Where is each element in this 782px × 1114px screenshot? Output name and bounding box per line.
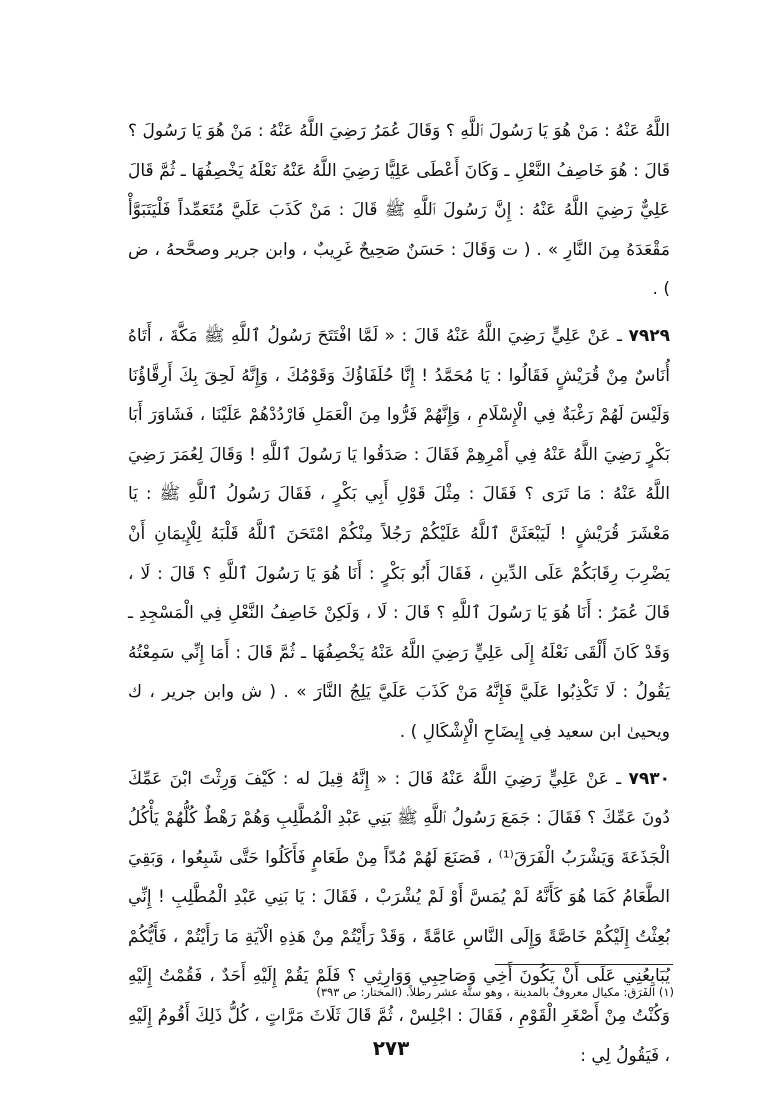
hadith-7929	[128, 317, 670, 753]
hadith-number: ٧٩٢٩	[628, 325, 670, 346]
hadith-number: ٧٩٣٠	[628, 768, 670, 789]
footnote: (١) الفَرَق: مكيال معروفٌ بالمدينة ، وهو ستَّة عشر رطلاً. (المختار: ص ٣٩٣)	[316, 985, 674, 999]
paragraph-continuation	[128, 112, 670, 310]
hadith-7930	[128, 760, 670, 1077]
page-number: ٢٧٣	[372, 1036, 410, 1060]
paragraph-text: ـ عَنْ عَلِيٍّ رَضِيَ اللَّهُ عَنْهُ قَالَ : « لَمَّا افْتَتَحَ رَسُولُ ٱللَّهِ ﷺ مَكَّةَ ، أَتَاهُ أُنَاسٌ مِنْ قُرَيْشٍ فَقَالُوا : يَا مُحَمَّدُ ! إِنَّا حُلَفَاؤُكَ وَقَوْمُكَ ، وَإِنَّهُ لَحِقَ بِكَ أَرِقَّاؤُنَا وَلَيْسَ لَهُمْ رَغْبَةٌ فِي الْإِسْلَامِ ، وَإِنَّهُمْ فَرُّوا مِنَ الْعَمَلِ فَارْدُدْهُمْ عَلَيْنَا ، فَشَاوَرَ أَبَا بَكْرٍ رَضِيَ اللَّهُ عَنْهُ فِي أَمْرِهِمْ فَقَالَ : صَدَقُوا يَا رَسُولَ ٱللَّهِ ! وَقَالَ لِعُمَرَ رَضِيَ اللَّهُ عَنْهُ : مَا تَرَى ؟ فَقَالَ : مِثْلَ قَوْلِ أَبِي بَكْرٍ ، فَقَالَ رَسُولُ ٱللَّهِ ﷺ : يَا مَعْشَرَ قُرَيْشٍ ! لَيَبْعَثَنَّ ٱللَّهُ عَلَيْكُمْ رَجُلاً مِنْكُمْ امْتَحَنَ ٱللَّهُ قَلْبَهُ لِلْإِيمَانِ أَنْ يَضْرِبَ رِقَابَكُمْ عَلَى الدِّينِ ، فَقَالَ أَبُو بَكْرٍ : أَنَا هُوَ يَا رَسُولَ ٱللَّهِ ؟ قَالَ : لَا ، قَالَ عُمَرُ : أَنَا هُوَ يَا رَسُولَ ٱللَّهِ ؟ قَالَ : لَا ، وَلَكِنْ خَاصِفُ النَّعْلِ فِي الْمَسْجِدِ ـ وَقَدْ كَانَ أَلْقَى نَعْلَهُ إِلَى عَلِيٍّ رَضِيَ اللَّهُ عَنْهُ يَخْصِفُهَا ـ ثُمَّ قَالَ : أَمَا إِنِّي سَمِعْتُهُ يَقُولُ : لَا تَكْذِبُوا عَلَيَّ فَإِنَّهُ مَنْ كَذَبَ عَلَيَّ يَلِجُ النَّارَ » . ( ش وابن جرير ، ك ويحيىٰ ابن سعيد فِي إِيضَاحِ الْإِشْكَالِ ) .	[128, 325, 670, 742]
paragraph-text: اللَّهُ عَنْهُ : مَنْ هُوَ يَا رَسُولَ ٱللَّهِ ؟ وَقَالَ عُمَرُ رَضِيَ اللَّهُ عَنْهُ : مَنْ هُوَ يَا رَسُولَ ؟ قَالَ : هُوَ خَاصِفُ النَّعْلِ ـ وَكَانَ أَعْطَى عَلِيًّا رَضِيَ اللَّهُ عَنْهُ نَعْلَهُ يَخْصِفُهَا ـ ثُمَّ قَالَ عَلِيٌّ رَضِيَ اللَّهُ عَنْهُ : إِنَّ رَسُولَ ٱللَّهِ ﷺ قَالَ : مَنْ كَذَبَ عَلَيَّ مُتَعَمِّداً فَلْيَتَبَوَّأْ مَقْعَدَهُ مِنَ النَّارِ » . ( ت وَقَالَ : حَسَنٌ صَحِيحٌ غَرِيبٌ ، وابن جرير وصحَّحهُ ، ض ) .	[128, 121, 670, 300]
main-text	[128, 112, 670, 1076]
footnote-divider	[495, 964, 673, 965]
paragraph-text: ـ عَنْ عَلِيٍّ رَضِيَ اللَّهُ عَنْهُ قَالَ : « إِنَّهُ قِيلَ له : كَيْفَ وَرِثْتَ ابْنَ عَمِّكَ دُونَ عَمِّكَ ؟ فَقَالَ : جَمَعَ رَسُولُ ٱللَّهِ ﷺ بَنِي عَبْدِ الْمُطَّلِبِ وَهُمْ رَهْطٌ كُلُّهُمْ يَأْكُلُ الْجَذَعَةَ وَيَشْرَبُ الْفَرَقَ⁽¹⁾ ، فَصَنَعَ لَهُمْ مُدّاً مِنْ طَعَامٍ فَأَكَلُوا حَتَّى شَبِعُوا ، وَبَقِيَ الطَّعَامُ كَمَا هُوَ كَأَنَّهُ لَمْ يُمَسَّ أَوْ لَمْ يُشْرَبْ ، فَقَالَ : يَا بَنِي عَبْدِ الْمُطَّلِبِ ! إِنِّي بُعِثْتُ إِلَيْكُمْ خَاصَّةً وَإِلَى النَّاسِ عَامَّةً ، وَقَدْ رَأَيْتُمْ مِنْ هَذِهِ الْآيَةِ مَا رَأَيْتُمْ ، فَأَيُّكُمْ يُبَايِعُنِي عَلَى أَنْ يَكُونَ أَخِي وَصَاحِبِي وَوَارِثِي ؟ فَلَمْ يَقُمْ إِلَيْهِ أَحَدٌ ، فَقُمْتُ إِلَيْهِ وَكُنْتُ مِنْ أَصْغَرِ الْقَوْمِ ، فَقَالَ : اجْلِسْ ، ثُمَّ قَالَ ثَلَاثَ مَرَّاتٍ ، كُلُّ ذَلِكَ أَقُومُ إِلَيْهِ ، فَيَقُولُ لِي :	[128, 768, 670, 1066]
